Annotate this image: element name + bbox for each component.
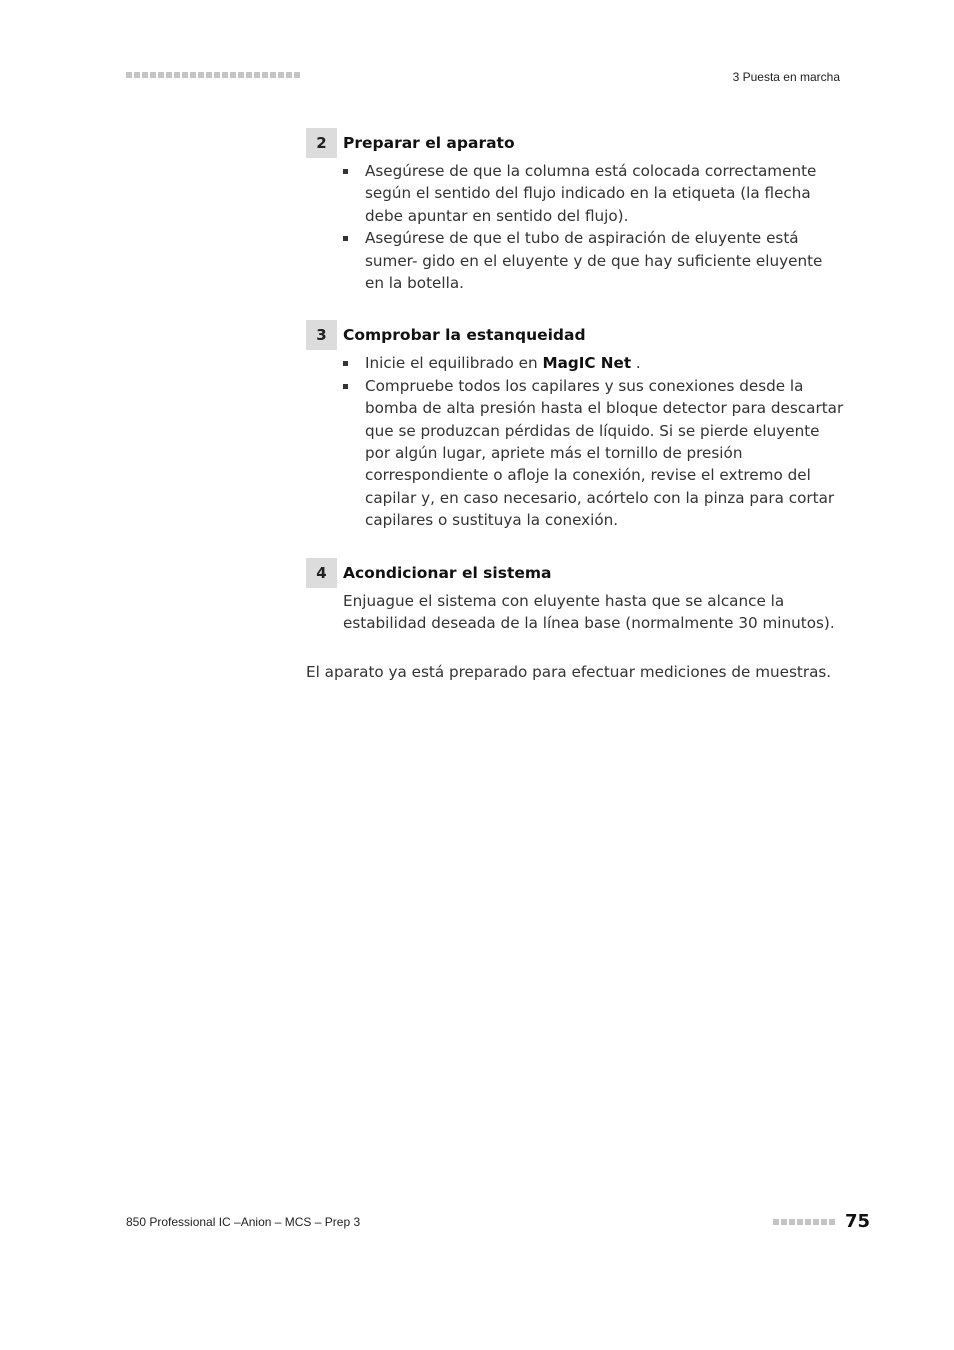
dot-icon	[278, 72, 284, 78]
main-content	[306, 128, 846, 683]
dot-icon	[805, 1219, 811, 1225]
dot-icon	[134, 72, 140, 78]
dot-icon	[773, 1219, 779, 1225]
dot-icon	[230, 72, 236, 78]
step-title: Comprobar la estanqueidad	[343, 326, 586, 345]
dot-icon	[150, 72, 156, 78]
bullet-list	[343, 160, 846, 294]
list-item: Inicie el equilibrado en MagIC Net .	[343, 352, 846, 374]
dot-icon	[182, 72, 188, 78]
dot-icon	[294, 72, 300, 78]
step-3	[306, 320, 846, 531]
step-text: Enjuague el sistema con eluyente hasta que se alcance la estabilidad deseada de la línea base (normalmente 30 minutos).	[343, 591, 835, 633]
bullet-list	[343, 352, 846, 531]
step-title: Acondicionar el sistema	[343, 563, 552, 582]
chapter-title: 3 Puesta en marcha	[732, 70, 840, 84]
step-4	[306, 558, 846, 635]
bullet-icon	[343, 236, 348, 241]
step-number: 4	[306, 558, 337, 588]
bullet-icon	[343, 384, 348, 389]
list-item: Compruebe todos los capilares y sus conexiones desde la bomba de alta presión hasta el bloque detector para descartar que se produzcan pérdidas de líquido. Si se pierde eluyente por algún lugar, apriete más el tornillo de presión correspondiente o afloje la conexión, revise el extremo del capilar y, en caso necesario, acórtelo con la pinza para cortar capilares o sustituya la conexión.	[343, 375, 846, 532]
page-number: 75	[845, 1211, 871, 1232]
dot-icon	[270, 72, 276, 78]
list-item: Asegúrese de que el tubo de aspiración de eluyente está sumer- gido en el eluyente y de que hay suficiente eluyente en la botella.	[343, 227, 846, 294]
dot-icon	[222, 72, 228, 78]
dot-icon	[254, 72, 260, 78]
dot-icon	[206, 72, 212, 78]
dot-icon	[797, 1219, 803, 1225]
dot-icon	[126, 72, 132, 78]
software-name: MagIC Net	[542, 354, 632, 373]
dot-icon	[789, 1219, 795, 1225]
dot-icon	[262, 72, 268, 78]
header-decoration	[126, 72, 300, 78]
step-2	[306, 128, 846, 294]
list-item: Asegúrese de que la columna está colocada correctamente según el sentido del flujo indicado en la etiqueta (la flecha debe apuntar en sentido del flujo).	[343, 160, 846, 227]
closing-paragraph: El aparato ya está preparado para efectuar mediciones de muestras.	[306, 662, 832, 681]
dot-icon	[166, 72, 172, 78]
footer-decoration	[773, 1219, 835, 1225]
step-number: 3	[306, 320, 337, 350]
footer-product: 850 Professional IC –Anion – MCS – Prep 3	[126, 1215, 361, 1229]
dot-icon	[142, 72, 148, 78]
dot-icon	[190, 72, 196, 78]
bullet-icon	[343, 169, 348, 174]
dot-icon	[813, 1219, 819, 1225]
dot-icon	[214, 72, 220, 78]
step-number: 2	[306, 128, 337, 158]
dot-icon	[198, 72, 204, 78]
dot-icon	[246, 72, 252, 78]
dot-icon	[174, 72, 180, 78]
dot-icon	[829, 1219, 835, 1225]
dot-icon	[781, 1219, 787, 1225]
dot-icon	[821, 1219, 827, 1225]
step-title: Preparar el aparato	[343, 134, 515, 152]
dot-icon	[158, 72, 164, 78]
dot-icon	[286, 72, 292, 78]
dot-icon	[238, 72, 244, 78]
bullet-icon	[343, 361, 348, 366]
